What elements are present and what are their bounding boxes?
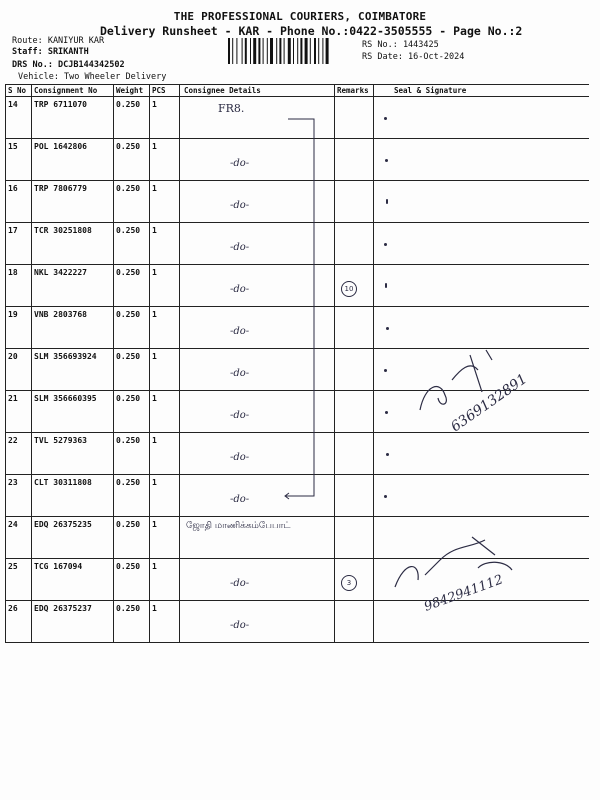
- cell-remarks: [335, 559, 374, 601]
- table-row: [6, 391, 589, 433]
- col-seal-signature: Seal & Signature: [374, 85, 589, 97]
- runsheet-table: [5, 84, 589, 643]
- table-row: [6, 517, 589, 559]
- table-row: [6, 181, 589, 223]
- cell-consignee: [180, 223, 335, 265]
- cell-consignee: [180, 601, 335, 643]
- cell-sno: 19: [6, 307, 32, 349]
- cell-consignee: [180, 559, 335, 601]
- cell-seal-signature: [374, 433, 589, 475]
- cell-seal-signature: [374, 559, 589, 601]
- cell-consignment: TRP 6711070: [32, 97, 114, 139]
- cell-sno: 16: [6, 181, 32, 223]
- cell-sno: 24: [6, 517, 32, 559]
- cell-consignee: [180, 265, 335, 307]
- ditto-mark: -do-: [230, 326, 250, 337]
- cell-consignee: [180, 307, 335, 349]
- cell-pcs: 1: [150, 391, 180, 433]
- cell-remarks: [335, 433, 374, 475]
- remark-circle: 3: [341, 575, 357, 591]
- cell-consignment: EDQ 26375237: [32, 601, 114, 643]
- consignee-handwriting: ஜோதி மாணிக்கம்பேபாட்: [186, 521, 291, 531]
- runsheet-subtitle: Delivery Runsheet - KAR - Phone No.:0422-3505555 - Page No.:2: [100, 24, 523, 38]
- cell-seal-signature: [374, 181, 589, 223]
- col-remarks: Remarks: [335, 85, 374, 97]
- cell-weight: 0.250: [114, 475, 150, 517]
- cell-consignee: [180, 433, 335, 475]
- cell-pcs: 1: [150, 97, 180, 139]
- cell-pcs: 1: [150, 349, 180, 391]
- cell-seal-signature: [374, 349, 589, 391]
- dot-mark: [385, 159, 388, 162]
- col-consignment: Consignment No: [32, 85, 114, 97]
- cell-consignment: CLT 30311808: [32, 475, 114, 517]
- cell-sno: 20: [6, 349, 32, 391]
- cell-seal-signature: [374, 475, 589, 517]
- company-title: THE PROFESSIONAL COURIERS, COIMBATORE: [173, 10, 427, 23]
- ditto-mark: -do-: [230, 452, 250, 463]
- cell-consignee: [180, 517, 335, 559]
- col-consignee: Consignee Details: [180, 85, 335, 97]
- cell-seal-signature: [374, 265, 589, 307]
- dot-mark: [384, 243, 387, 246]
- cell-pcs: 1: [150, 475, 180, 517]
- cell-consignment: SLM 356693924: [32, 349, 114, 391]
- drs-number: DRS No.: DCJB144342502: [12, 60, 125, 70]
- col-pcs: PCS: [150, 85, 180, 97]
- ditto-mark: -do-: [230, 242, 250, 253]
- table-row: [6, 307, 589, 349]
- cell-sno: 23: [6, 475, 32, 517]
- cell-seal-signature: [374, 517, 589, 559]
- cell-consignment: POL 1642806: [32, 139, 114, 181]
- cell-seal-signature: [374, 139, 589, 181]
- col-sno: S No: [6, 85, 32, 97]
- table-row: [6, 349, 589, 391]
- cell-pcs: 1: [150, 139, 180, 181]
- remark-circle: 10: [341, 281, 357, 297]
- cell-weight: 0.250: [114, 391, 150, 433]
- cell-weight: 0.250: [114, 181, 150, 223]
- table-row: [6, 265, 589, 307]
- table-row: [6, 475, 589, 517]
- cell-pcs: 1: [150, 517, 180, 559]
- cell-remarks: [335, 391, 374, 433]
- cell-consignment: SLM 356660395: [32, 391, 114, 433]
- barcode: [228, 38, 356, 64]
- cell-weight: 0.250: [114, 517, 150, 559]
- vehicle-label: Vehicle: Two Wheeler Delivery: [18, 72, 167, 82]
- cell-sno: 22: [6, 433, 32, 475]
- cell-weight: 0.250: [114, 601, 150, 643]
- cell-weight: 0.250: [114, 223, 150, 265]
- cell-pcs: 1: [150, 265, 180, 307]
- cell-sno: 14: [6, 97, 32, 139]
- cell-seal-signature: [374, 601, 589, 643]
- cell-pcs: 1: [150, 559, 180, 601]
- ditto-mark: -do-: [230, 494, 250, 505]
- cell-weight: 0.250: [114, 349, 150, 391]
- ditto-mark: -do-: [230, 620, 250, 631]
- cell-consignee: [180, 475, 335, 517]
- cell-remarks: [335, 223, 374, 265]
- table-row: [6, 139, 589, 181]
- cell-remarks: [335, 265, 374, 307]
- cell-consignment: VNB 2803768: [32, 307, 114, 349]
- col-weight: Weight: [114, 85, 150, 97]
- cell-weight: 0.250: [114, 559, 150, 601]
- cell-sno: 26: [6, 601, 32, 643]
- cell-pcs: 1: [150, 601, 180, 643]
- cell-pcs: 1: [150, 181, 180, 223]
- signature-phone-2: 9842941112: [422, 572, 506, 615]
- cell-consignment: TCR 30251808: [32, 223, 114, 265]
- cell-remarks: [335, 349, 374, 391]
- cell-consignee: [180, 139, 335, 181]
- cell-remarks: [335, 601, 374, 643]
- cell-remarks: [335, 97, 374, 139]
- cell-sno: 17: [6, 223, 32, 265]
- cell-remarks: [335, 139, 374, 181]
- cell-pcs: 1: [150, 307, 180, 349]
- cell-consignee: [180, 391, 335, 433]
- cell-seal-signature: [374, 97, 589, 139]
- cell-consignee: [180, 181, 335, 223]
- ditto-mark: -do-: [230, 368, 250, 379]
- consignee-handwriting: FR8.: [218, 102, 245, 115]
- cell-sno: 25: [6, 559, 32, 601]
- signature-phone-1: 6369132891: [448, 371, 531, 436]
- cell-consignment: TCG 167094: [32, 559, 114, 601]
- table-row: [6, 433, 589, 475]
- cell-consignment: TVL 5279363: [32, 433, 114, 475]
- cell-seal-signature: [374, 391, 589, 433]
- cell-consignment: NKL 3422227: [32, 265, 114, 307]
- cell-seal-signature: [374, 223, 589, 265]
- cell-weight: 0.250: [114, 265, 150, 307]
- table-row: [6, 559, 589, 601]
- cell-remarks: [335, 307, 374, 349]
- tick-mark: [385, 283, 387, 288]
- ditto-mark: -do-: [230, 410, 250, 421]
- staff-label: Staff: SRIKANTH: [12, 47, 89, 57]
- table-row: [6, 97, 589, 139]
- dot-mark: [386, 453, 389, 456]
- cell-consignee: [180, 349, 335, 391]
- cell-remarks: [335, 181, 374, 223]
- cell-pcs: 1: [150, 433, 180, 475]
- rs-number: RS No.: 1443425: [362, 40, 439, 50]
- table-row: [6, 223, 589, 265]
- rs-date: RS Date: 16-Oct-2024: [362, 52, 465, 62]
- cell-consignee: [180, 97, 335, 139]
- table-row: [6, 601, 589, 643]
- cell-weight: 0.250: [114, 139, 150, 181]
- cell-weight: 0.250: [114, 97, 150, 139]
- cell-weight: 0.250: [114, 307, 150, 349]
- dot-mark: [385, 411, 388, 414]
- dot-mark: [386, 327, 389, 330]
- dot-mark: [384, 117, 387, 120]
- cell-consignment: TRP 7806779: [32, 181, 114, 223]
- cell-pcs: 1: [150, 223, 180, 265]
- ditto-mark: -do-: [230, 284, 250, 295]
- tick-mark: [386, 199, 388, 204]
- ditto-mark: -do-: [230, 200, 250, 211]
- ditto-mark: -do-: [230, 578, 250, 589]
- ditto-mark: -do-: [230, 158, 250, 169]
- cell-consignment: EDQ 26375235: [32, 517, 114, 559]
- cell-seal-signature: [374, 307, 589, 349]
- cell-remarks: [335, 517, 374, 559]
- table-header-row: [6, 85, 589, 97]
- route-label: Route: KANIYUR KAR: [12, 36, 105, 46]
- cell-sno: 18: [6, 265, 32, 307]
- cell-weight: 0.250: [114, 433, 150, 475]
- cell-sno: 15: [6, 139, 32, 181]
- dot-mark: [384, 369, 387, 372]
- cell-remarks: [335, 475, 374, 517]
- dot-mark: [384, 495, 387, 498]
- cell-sno: 21: [6, 391, 32, 433]
